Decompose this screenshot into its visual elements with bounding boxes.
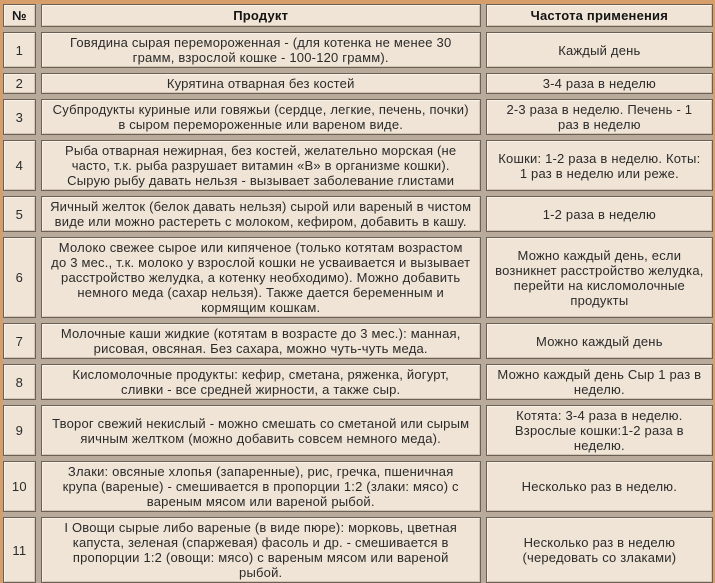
frequency-cell: 1-2 раза в неделю xyxy=(486,196,713,232)
product-cell: Злаки: овсяные хлопья (запаренные), рис, гречка, пшеничная крупа (вареные) - смешивается в пропорции 1:2 (злаки: мясо) с вареным мясом или вареной рыбой. xyxy=(41,461,481,512)
product-cell: Курятина отварная без костей xyxy=(41,73,481,94)
row-number: 2 xyxy=(3,73,36,94)
table-row xyxy=(3,364,713,400)
row-number: 7 xyxy=(3,323,36,359)
frequency-cell: Котята: 3-4 раза в неделю. Взрослые кошки:1-2 раза в неделю. xyxy=(486,405,713,456)
table-row xyxy=(3,32,713,68)
table-row xyxy=(3,517,713,583)
table-row xyxy=(3,323,713,359)
frequency-cell: 3-4 раза в неделю xyxy=(486,73,713,94)
feeding-table xyxy=(3,4,713,583)
table-row xyxy=(3,99,713,135)
header-product: Продукт xyxy=(41,4,481,27)
row-number: 1 xyxy=(3,32,36,68)
row-number: 4 xyxy=(3,140,36,191)
frequency-cell: Можно каждый день xyxy=(486,323,713,359)
table-row xyxy=(3,73,713,94)
frequency-cell: Кошки: 1-2 раза в неделю. Коты: 1 раз в неделю или реже. xyxy=(486,140,713,191)
frequency-cell: Несколько раз в неделю (чередовать со злаками) xyxy=(486,517,713,583)
product-cell: I Овощи сырые либо вареные (в виде пюре): морковь, цветная капуста, зеленая (спаржевая) фасоль и др. - смешивается в пропорции 1:2 (овощи: мясо) с вареным мясом или вареной рыбой. xyxy=(41,517,481,583)
product-cell: Говядина сырая перемороженная - (для котенка не менее 30 грамм, взрослой кошке - 100-120 грамм). xyxy=(41,32,481,68)
header-num: № xyxy=(3,4,36,27)
row-number: 6 xyxy=(3,237,36,318)
table-row xyxy=(3,405,713,456)
table-row xyxy=(3,196,713,232)
row-number: 3 xyxy=(3,99,36,135)
header-row xyxy=(3,4,713,27)
table-row xyxy=(3,461,713,512)
frequency-cell: Каждый день xyxy=(486,32,713,68)
header-frequency: Частота применения xyxy=(486,4,713,27)
row-number: 10 xyxy=(3,461,36,512)
table-row xyxy=(3,140,713,191)
product-cell: Молоко свежее сырое или кипяченое (только котятам возрастом до 3 мес., т.к. молоко у взрослой кошки не усваивается и вызывает расстройство желудка, а котенку необходимо). Можно добавить немного меда (сахар нельзя). Также дается беременным и кормящим кошкам. xyxy=(41,237,481,318)
row-number: 5 xyxy=(3,196,36,232)
product-cell: Рыба отварная нежирная, без костей, желательно морская (не часто, т.к. рыба разрушает витамин «В» в организме кошки). Сырую рыбу давать нельзя - вызывает заболевание глистами xyxy=(41,140,481,191)
row-number: 11 xyxy=(3,517,36,583)
frequency-cell: Несколько раз в неделю. xyxy=(486,461,713,512)
row-number: 8 xyxy=(3,364,36,400)
frequency-cell: 2-3 раза в неделю. Печень - 1 раз в неделю xyxy=(486,99,713,135)
frequency-cell: Можно каждый день, если возникнет расстройство желудка, перейти на кисломолочные продукты xyxy=(486,237,713,318)
table-row xyxy=(3,237,713,318)
page xyxy=(0,4,715,580)
product-cell: Кисломолочные продукты: кефир, сметана, ряженка, йогурт, сливки - все средней жирности, а также сыр. xyxy=(41,364,481,400)
product-cell: Молочные каши жидкие (котятам в возрасте до 3 мес.): манная, рисовая, овсяная. Без сахара, можно чуть-чуть меда. xyxy=(41,323,481,359)
product-cell: Творог свежий некислый - можно смешать со сметаной или сырым яичным желтком (можно добавить совсем немного меда). xyxy=(41,405,481,456)
product-cell: Яичный желток (белок давать нельзя) сырой или вареный в чистом виде или можно растереть с молоком, кефиром, добавить в кашу. xyxy=(41,196,481,232)
product-cell: Субпродукты куриные или говяжьи (сердце, легкие, печень, почки) в сыром перемороженные или вареном виде. xyxy=(41,99,481,135)
table-container xyxy=(3,4,713,583)
frequency-cell: Можно каждый день Сыр 1 раз в неделю. xyxy=(486,364,713,400)
row-number: 9 xyxy=(3,405,36,456)
